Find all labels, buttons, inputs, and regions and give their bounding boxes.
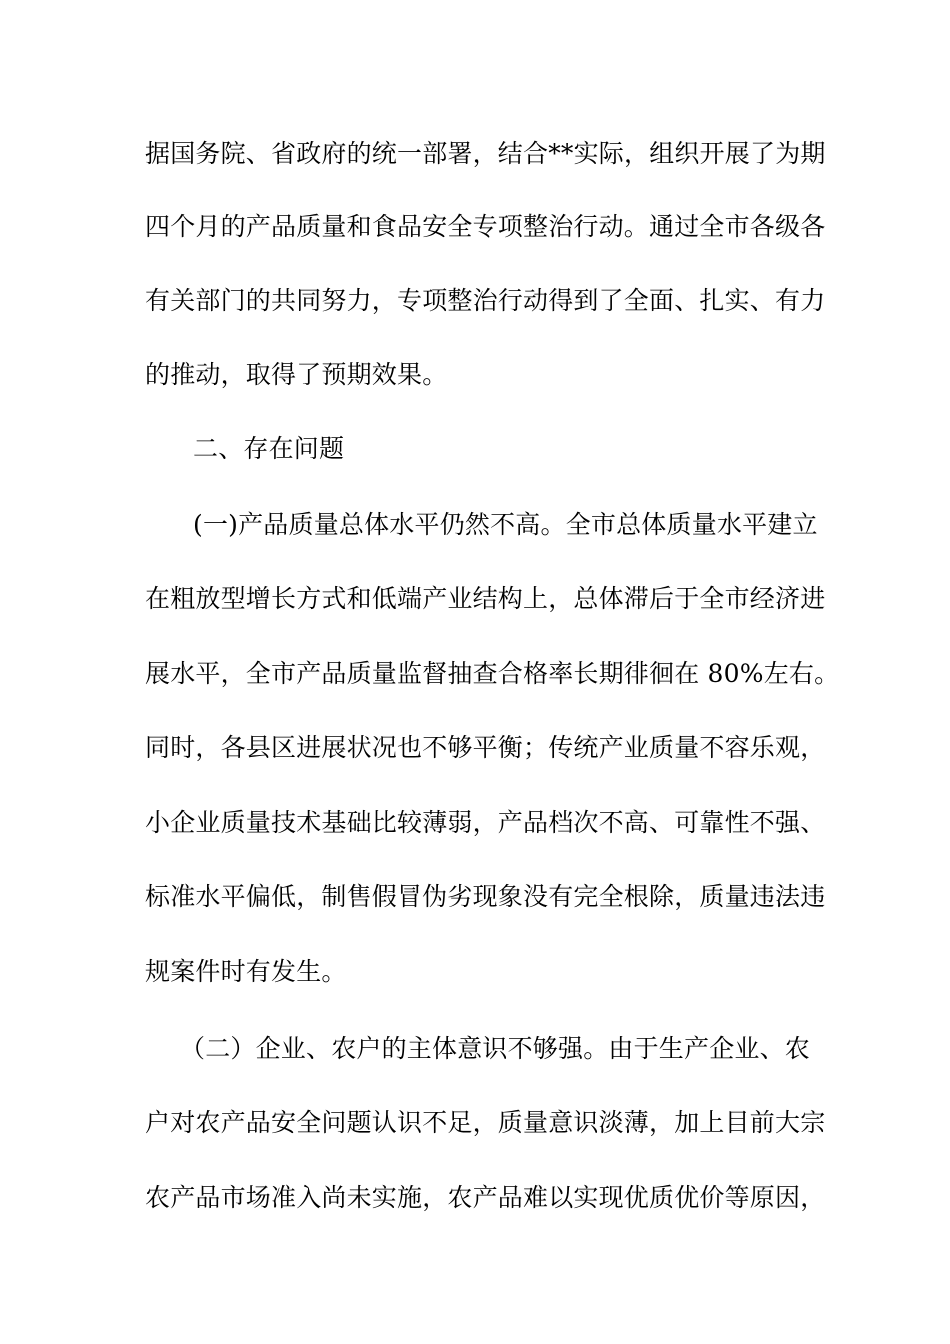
text-line: （二）企业、农户的主体意识不够强。由于生产企业、农 (180, 1034, 811, 1063)
text-line: 据国务院、省政府的统一部署，结合**实际，组织开展了为期 (145, 139, 826, 168)
text-line: 在粗放型增长方式和低端产业结构上，总体滞后于全市经济进 (145, 584, 826, 613)
text-line: (一)产品质量总体水平仍然不高。全市总体质量水平建立 (193, 510, 818, 539)
text-line: 规案件时有发生。 (145, 957, 347, 986)
text-line: 四个月的产品质量和食品安全专项整治行动。通过全市各级各 (145, 212, 826, 241)
text-line: 展水平，全市产品质量监督抽查合格率长期徘徊在 80%左右。 (145, 659, 840, 688)
text-line: 有关部门的共同努力，专项整治行动得到了全面、扎实、有力 (145, 286, 826, 315)
text-line: 标准水平偏低，制售假冒伪劣现象没有完全根除，质量违法违 (145, 882, 826, 911)
text-line: 的推动，取得了预期效果。 (145, 360, 448, 389)
heading-text: 二、存在问题 (193, 434, 345, 463)
text-line: 农产品市场准入尚未实施，农产品难以实现优质优价等原因， (145, 1183, 826, 1212)
text-line: 户对农产品安全问题认识不足，质量意识淡薄，加上目前大宗 (145, 1108, 826, 1137)
text-line: 小企业质量技术基础比较薄弱，产品档次不高、可靠性不强、 (145, 808, 826, 837)
text-line: 同时，各县区进展状况也不够平衡；传统产业质量不容乐观， (145, 733, 826, 762)
